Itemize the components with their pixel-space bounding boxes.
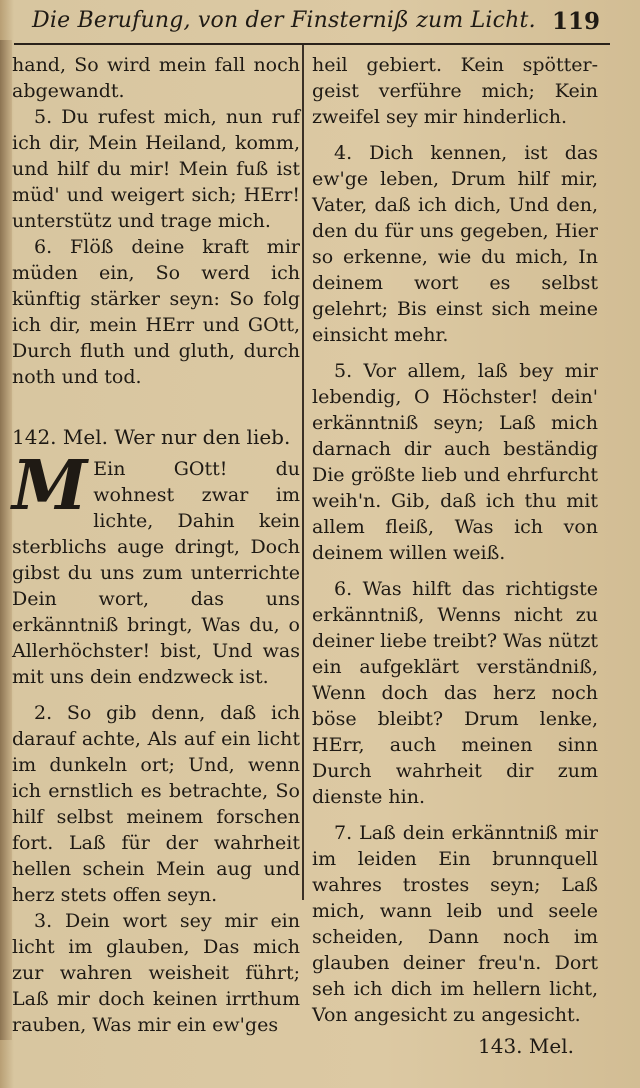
verse-6: 6. Flöß deine kraft mir müden ein, So werd ich künftig stärker seyn: So folg ich dir, mein HErr und GOtt, Durch fluth und gluth, durch noth und tod. <box>12 236 300 388</box>
hymn-142-verse-3: 3. Dein wort sey mir ein licht im glauben, Das mich zur wahren weisheit führt; Laß mir doch keinen irrthum rauben, Was mir ein ew'ges <box>12 910 300 1036</box>
hymn-142-heading: 142. Mel. Wer nur den lieb. <box>12 425 291 449</box>
verse-5: 5. Du rufest mich, nun ruf ich dir, Mein Heiland, komm, und hilf du mir! Mein fuß ist müd' und weigert sich; HErr! unterstütz und trage mich. <box>12 106 300 232</box>
verse-continuation: hand, So wird mein fall noch abgewandt. <box>12 54 300 102</box>
left-column <box>12 52 300 1038</box>
hymn-142-verse-6: 6. Was hilft das richtigste erkänntniß, Wenns nicht zu deiner liebe treibt? Was nützt ein aufgeklärt verständniß, Wenn doch das herz noch böse bleibt? Drum lenke, HErr, auch meinen sinn Durch wahrheit dir zum dienste hin. <box>312 578 598 808</box>
hymn-142-verse-2: 2. So gib denn, daß ich darauf achte, Als auf ein licht im dunkeln ort; Und, wenn ich ernstlich es betrachte, So hilf selbst meinem forschen fort. Laß für der wahrheit hellen schein Mein aug und herz stets offen seyn. <box>12 702 300 906</box>
hymn-142-verse-7: 7. Laß dein erkänntniß mir im leiden Ein brunnquell wahres trostes seyn; Laß mich, wann leib und seele scheiden, Dann noch im glauben deiner freu'n. Dort seh ich dich im hellern licht, Von angesicht zu angesicht. <box>312 822 598 1026</box>
right-column <box>312 52 598 1028</box>
hymn-142-verse-5: 5. Vor allem, laß bey mir lebendig, O Höchster! dein' erkänntniß seyn; Laß mich darnach dir auch beständig Die größte lieb und ehrfurcht weih'n. Gib, daß ich thu mit allem fleiß, Was ich von deinem willen weiß. <box>312 360 598 564</box>
hymn-142-verse-1-text: Ein GOtt! du wohnest zwar im lichte, Dahin kein sterblichs auge dringt, Doch gibst du uns zum unterrichte Dein wort, das uns erkänntniß bringt, Was du, o Allerhöchster! bist, Und was mit uns dein endzweck ist. <box>12 458 300 688</box>
page-number: 119 <box>552 8 601 35</box>
column-divider <box>302 45 304 900</box>
running-title: Die Berufung, von der Finsterniß zum Licht. <box>32 8 536 33</box>
hymn-142-verse-4: 4. Dich kennen, ist das ew'ge leben, Drum hilf mir, Vater, daß ich dich, Und den, den du für uns gegeben, Hier so erkenne, wie du mich, In deinem wort es selbst gelehrt; Bis einst sich meine einsicht mehr. <box>312 142 598 346</box>
hymn-142-verse-1 <box>12 446 300 690</box>
drop-cap: M <box>12 446 88 526</box>
running-head <box>12 4 624 38</box>
verse-continuation-right: heil gebiert. Kein spötter-geist verführe mich; Kein zweifel sey mir hinderlich. <box>312 54 598 128</box>
page-gutter-shadow <box>0 40 12 1040</box>
next-hymn-reference: 143. Mel. <box>478 1034 574 1058</box>
header-rule <box>14 43 610 45</box>
